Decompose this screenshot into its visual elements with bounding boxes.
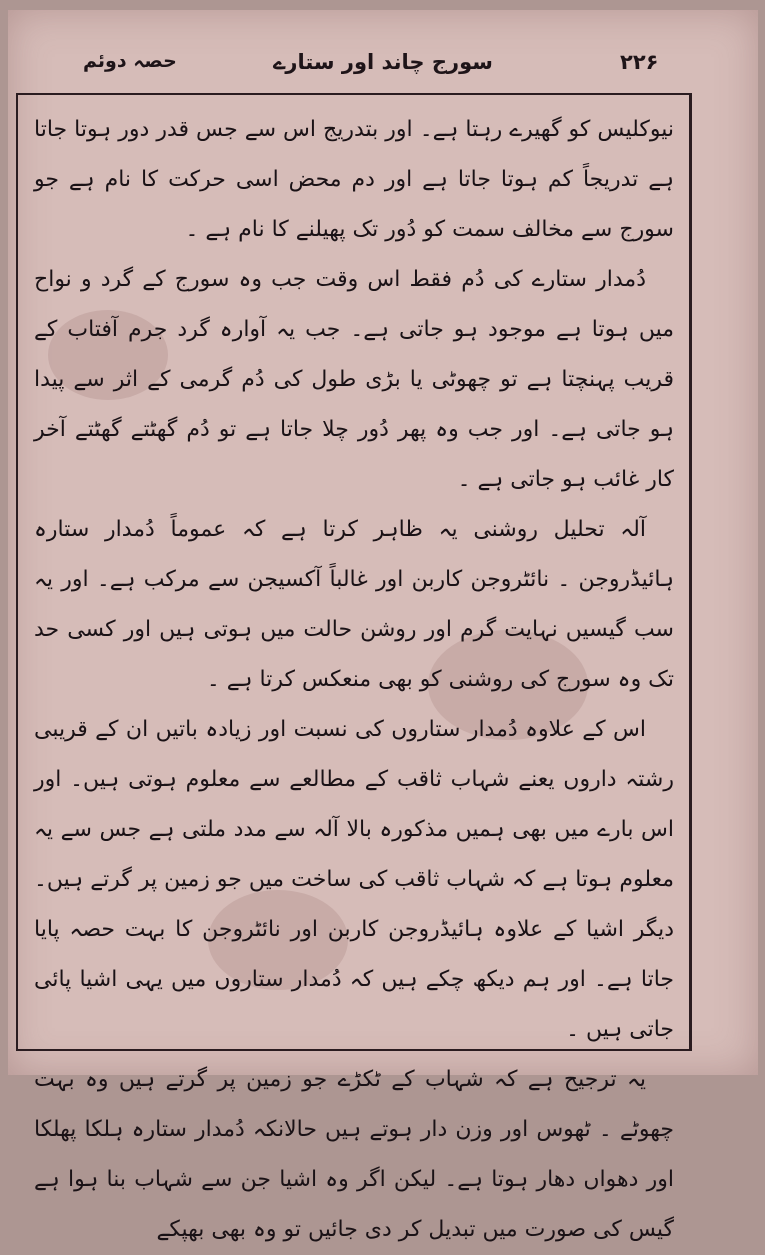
book-page [8, 10, 758, 1242]
body-text [34, 105, 674, 1255]
paragraph: دُمدار ستارے کی دُم فقط اس وقت جب وہ سورج کے گرد و نواح میں ہوتا ہے موجود ہو جاتی ہے۔ جب یہ آوارہ گرد جرم آفتاب کے قریب پہنچتا ہے تو چھوٹی یا بڑی طول کی دُم گرمی کے اثر سے پیدا ہو جاتی ہے۔ اور جب وہ پھر دُور چلا جاتا ہے تو دُم گھٹتے گھٹتے آخر کار غائب ہو جاتی ہے ۔ [34, 267, 674, 492]
page-header [8, 50, 758, 90]
paragraph: یہ ترجیح ہے کہ شہاب کے ٹکڑے جو زمین پر گرتے ہیں وہ بہت چھوٹے ۔ ٹھوس اور وزن دار ہوتے ہیں حالانکہ دُمدار ستارہ ہلکا پھلکا اور دھواں دھار ہوتا ہے۔ لیکن اگر وہ اشیا جن سے شہاب بنا ہوا ہے گیس کی صورت میں تبدیل کر دی جائیں تو وہ بھی بھپکے [34, 1067, 674, 1242]
paragraph: نیوکلیس کو گھیرے رہتا ہے۔ اور بتدریج اس سے جس قدر دور ہوتا جاتا ہے تدریجاً کم ہوتا جاتا ہے اور دم محض اسی حرکت کا نام ہے جو سورج سے مخالف سمت کو دُور تک پھیلنے کا نام ہے ۔ [34, 117, 674, 242]
part-label: حصہ دوئم [83, 50, 177, 72]
page-number: ۲۲۶ [620, 50, 659, 74]
paragraph: اس کے علاوہ دُمدار ستاروں کی نسبت اور زیادہ باتیں ان کے قریبی رشتہ داروں یعنے شہاب ثاقب کے مطالعے سے معلوم ہوتی ہیں۔ اور اس بارے میں بھی ہمیں مذکورہ بالا آلہ سے مدد ملتی ہے جس سے یہ معلوم ہوتا ہے کہ شہاب ثاقب کی ساخت میں جو زمین پر گرتے ہیں۔ دیگر اشیا کے علاوہ ہائیڈروجن کاربن اور نائٹروجن کا بہت حصہ پایا جاتا ہے۔ اور ہم دیکھ چکے ہیں کہ دُمدار ستاروں میں یہی اشیا پائی جاتی ہیں ۔ [34, 717, 674, 1042]
paragraph: آلہ تحلیل روشنی یہ ظاہر کرتا ہے کہ عموماً دُمدار ستارہ ہائیڈروجن ۔ نائٹروجن کاربن اور غالباً آکسیجن سے مرکب ہے۔ اور یہ سب گیسیں نہایت گرم اور روشن حالت میں ہوتی ہیں اور کسی حد تک وہ سورج کی روشنی کو بھی منعکس کرتا ہے ۔ [34, 517, 674, 692]
running-title: سورج چاند اور ستارے [273, 50, 493, 74]
